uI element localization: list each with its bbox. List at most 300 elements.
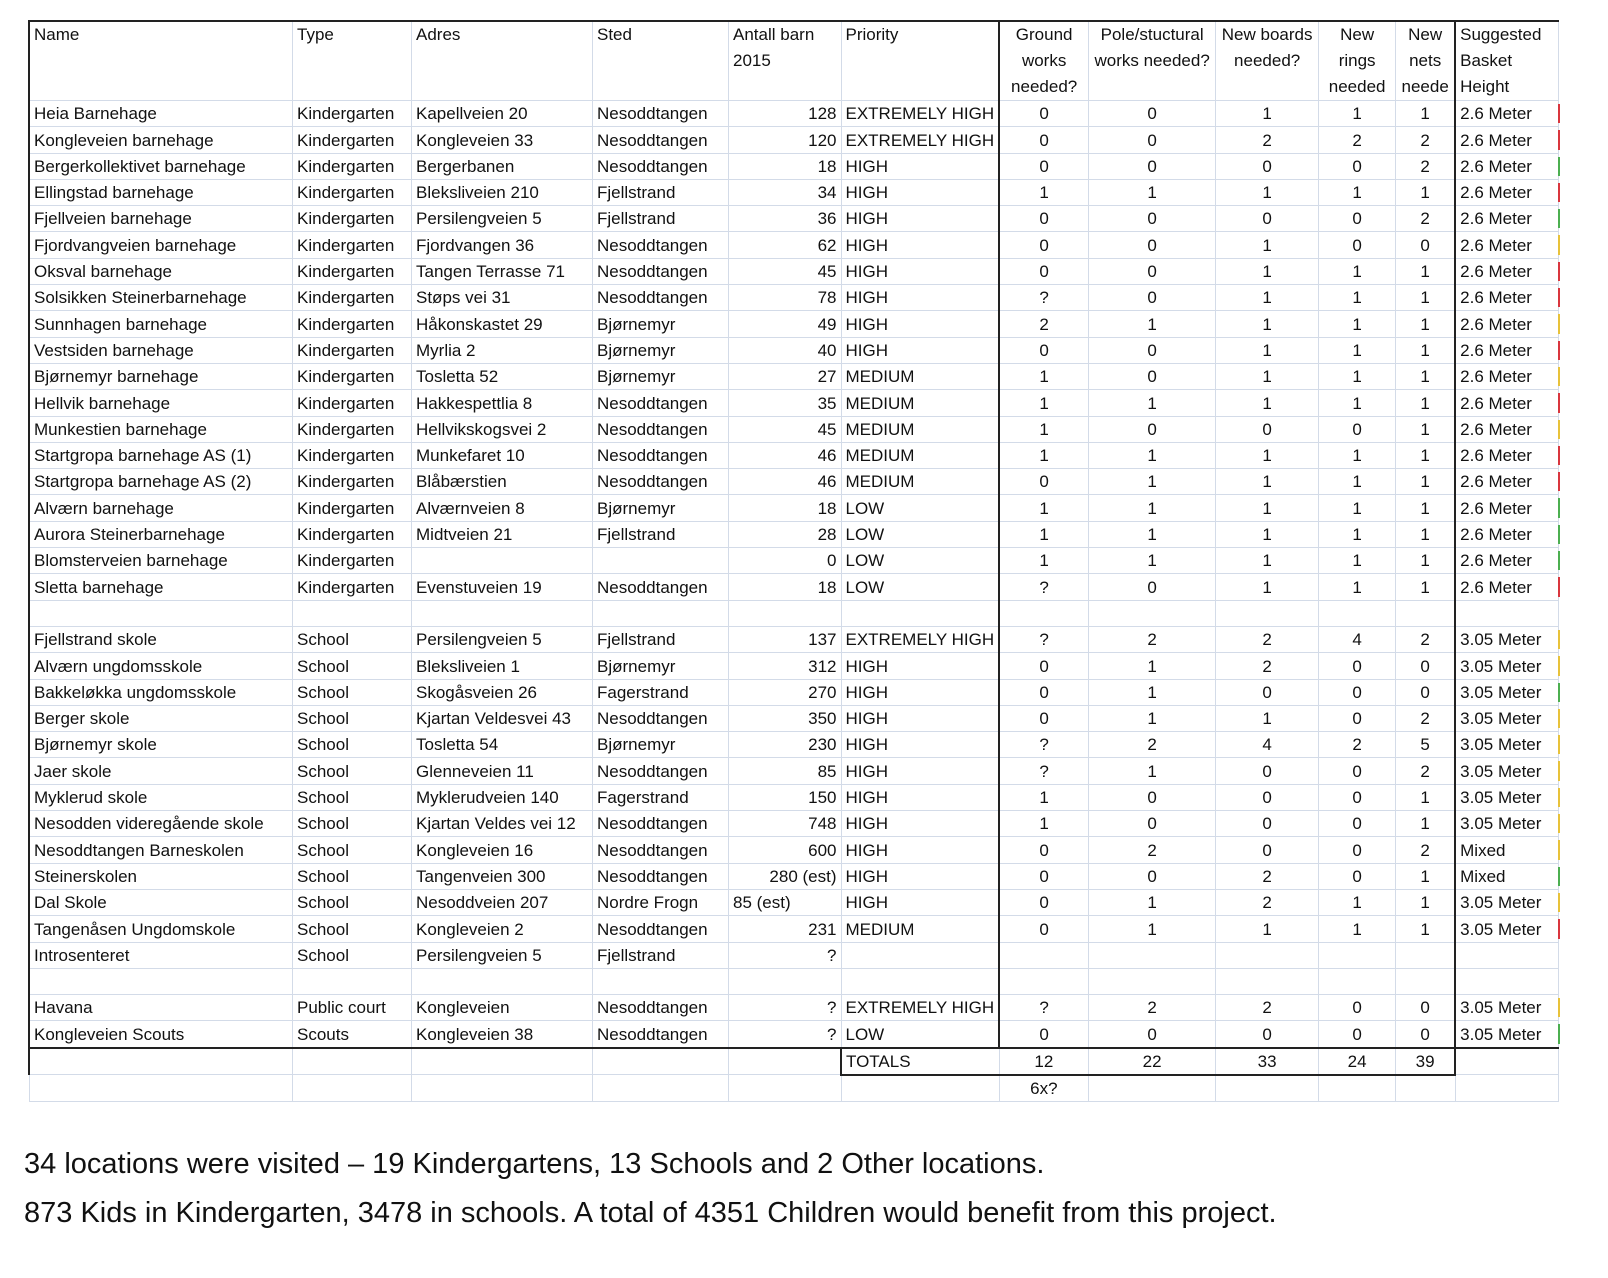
cell[interactable]: Dal Skole <box>29 889 293 915</box>
cell[interactable]: 0 <box>999 705 1089 731</box>
cell[interactable]: School <box>293 758 412 784</box>
cell[interactable]: Heia Barnehage <box>29 101 293 127</box>
cell[interactable]: 0 <box>1396 653 1456 679</box>
cell[interactable]: 1 <box>1089 495 1216 521</box>
cell[interactable]: 1 <box>1396 179 1456 205</box>
cell[interactable]: School <box>293 942 412 968</box>
cell[interactable]: 0 <box>1319 1021 1396 1048</box>
cell[interactable]: MEDIUM <box>841 390 999 416</box>
cell[interactable]: 270 <box>729 679 842 705</box>
cell[interactable]: Nesoddtangen <box>593 285 729 311</box>
cell[interactable]: Bergerbanen <box>412 153 593 179</box>
cell[interactable]: School <box>293 784 412 810</box>
cell[interactable]: HIGH <box>841 285 999 311</box>
cell[interactable]: 0 <box>1216 1021 1319 1048</box>
cell[interactable]: Fjordvangen 36 <box>412 232 593 258</box>
cell[interactable]: 35 <box>729 390 842 416</box>
cell[interactable]: 0 <box>1216 416 1319 442</box>
cell[interactable]: 3.05 Meter <box>1455 679 1559 705</box>
cell[interactable]: Persilengveien 5 <box>412 942 593 968</box>
cell[interactable]: Kindergarten <box>293 179 412 205</box>
cell[interactable]: Steinerskolen <box>29 863 293 889</box>
cell[interactable]: 0 <box>1319 837 1396 863</box>
cell[interactable]: 0 <box>1319 811 1396 837</box>
cell[interactable] <box>1089 600 1216 626</box>
cell[interactable]: 1 <box>1319 179 1396 205</box>
cell[interactable]: Kapellveien 20 <box>412 101 593 127</box>
cell[interactable]: LOW <box>841 521 999 547</box>
cell[interactable]: Alværn barnehage <box>29 495 293 521</box>
cell[interactable]: 2.6 Meter <box>1455 337 1559 363</box>
cell[interactable]: Kindergarten <box>293 521 412 547</box>
cell[interactable]: 2.6 Meter <box>1455 127 1559 153</box>
cell[interactable]: 85 <box>729 758 842 784</box>
cell[interactable]: 3.05 Meter <box>1455 811 1559 837</box>
cell[interactable]: HIGH <box>841 784 999 810</box>
cell[interactable] <box>29 1075 293 1102</box>
cell[interactable]: 2.6 Meter <box>1455 153 1559 179</box>
cell[interactable]: 1 <box>1216 337 1319 363</box>
cell[interactable]: 1 <box>1089 548 1216 574</box>
cell[interactable]: School <box>293 626 412 652</box>
cell[interactable]: 0 <box>1319 758 1396 784</box>
cell[interactable]: HIGH <box>841 153 999 179</box>
cell[interactable]: Persilengveien 5 <box>412 626 593 652</box>
cell[interactable] <box>1396 968 1456 994</box>
cell[interactable]: 1 <box>1216 521 1319 547</box>
cell[interactable]: Fjellstrand <box>593 626 729 652</box>
cell[interactable]: 0 <box>999 653 1089 679</box>
cell[interactable]: Kindergarten <box>293 442 412 468</box>
cell[interactable]: Kindergarten <box>293 548 412 574</box>
cell[interactable]: 1 <box>1396 285 1456 311</box>
cell[interactable]: 36 <box>729 206 842 232</box>
cell[interactable]: 1 <box>1216 705 1319 731</box>
cell[interactable]: 0 <box>1089 863 1216 889</box>
cell[interactable] <box>1396 1075 1456 1102</box>
cell[interactable]: 3.05 Meter <box>1455 758 1559 784</box>
cell[interactable]: 1 <box>1216 548 1319 574</box>
cell[interactable]: Solsikken Steinerbarnehage <box>29 285 293 311</box>
cell[interactable]: 0 <box>1089 127 1216 153</box>
cell[interactable]: Scouts <box>293 1021 412 1048</box>
cell[interactable]: HIGH <box>841 679 999 705</box>
cell[interactable]: 230 <box>729 732 842 758</box>
cell[interactable]: 40 <box>729 337 842 363</box>
cell[interactable]: 0 <box>1216 679 1319 705</box>
cell[interactable] <box>293 1048 412 1075</box>
cell[interactable]: 1 <box>999 390 1089 416</box>
cell[interactable]: Kindergarten <box>293 285 412 311</box>
totals-label[interactable]: TOTALS <box>841 1048 999 1075</box>
cell[interactable] <box>412 1075 593 1102</box>
cell[interactable]: 1 <box>1089 469 1216 495</box>
cell[interactable]: 2 <box>1396 705 1456 731</box>
cell[interactable]: School <box>293 705 412 731</box>
cell[interactable]: Nesoddtangen <box>593 574 729 600</box>
cell[interactable]: Jaer skole <box>29 758 293 784</box>
cell[interactable]: 2.6 Meter <box>1455 416 1559 442</box>
cell[interactable]: 2 <box>999 311 1089 337</box>
cell[interactable]: 1 <box>1396 811 1456 837</box>
cell[interactable]: 2 <box>1216 626 1319 652</box>
cell[interactable] <box>593 1075 729 1102</box>
cell[interactable]: 0 <box>1089 337 1216 363</box>
cell[interactable]: Nesoddtangen <box>593 705 729 731</box>
cell[interactable]: 0 <box>1319 416 1396 442</box>
cell[interactable]: 0 <box>1396 1021 1456 1048</box>
cell[interactable]: 0 <box>999 101 1089 127</box>
cell[interactable]: 49 <box>729 311 842 337</box>
cell[interactable]: 1 <box>1216 101 1319 127</box>
cell[interactable] <box>293 600 412 626</box>
cell[interactable] <box>29 600 293 626</box>
cell[interactable]: 1 <box>1396 311 1456 337</box>
cell[interactable]: Kongleveien Scouts <box>29 1021 293 1048</box>
cell[interactable]: Bjørnemyr <box>593 363 729 389</box>
cell[interactable]: 2.6 Meter <box>1455 390 1559 416</box>
cell[interactable] <box>1396 600 1456 626</box>
cell[interactable]: 0 <box>1089 416 1216 442</box>
cell[interactable]: Fjordvangveien barnehage <box>29 232 293 258</box>
cell[interactable] <box>999 942 1089 968</box>
cell[interactable]: 2 <box>1319 127 1396 153</box>
cell[interactable] <box>729 968 842 994</box>
cell[interactable] <box>1216 942 1319 968</box>
cell[interactable]: 1 <box>999 179 1089 205</box>
cell[interactable]: 0 <box>1089 232 1216 258</box>
cell[interactable]: 1 <box>1216 232 1319 258</box>
cell[interactable]: Kindergarten <box>293 101 412 127</box>
cell[interactable]: 1 <box>1089 679 1216 705</box>
cell[interactable]: 3.05 Meter <box>1455 653 1559 679</box>
cell[interactable]: ? <box>999 732 1089 758</box>
cell[interactable]: 0 <box>1089 153 1216 179</box>
cell[interactable]: ? <box>729 942 842 968</box>
cell[interactable]: Oksval barnehage <box>29 258 293 284</box>
cell[interactable]: Fjellstrand <box>593 521 729 547</box>
cell[interactable] <box>841 1075 999 1102</box>
cell[interactable]: 2 <box>1089 837 1216 863</box>
cell[interactable]: HIGH <box>841 811 999 837</box>
cell[interactable]: 1 <box>1396 442 1456 468</box>
cell[interactable]: 1 <box>999 521 1089 547</box>
total-value[interactable]: 24 <box>1319 1048 1396 1075</box>
cell[interactable]: 18 <box>729 495 842 521</box>
cell[interactable]: Mixed <box>1455 837 1559 863</box>
cell[interactable]: 0 <box>1319 863 1396 889</box>
cell[interactable]: 0 <box>999 127 1089 153</box>
cell[interactable]: LOW <box>841 574 999 600</box>
cell[interactable]: 137 <box>729 626 842 652</box>
cell[interactable]: 1 <box>999 495 1089 521</box>
cell[interactable] <box>1455 1075 1559 1102</box>
cell[interactable]: 1 <box>1089 653 1216 679</box>
cell[interactable]: 1 <box>999 363 1089 389</box>
cell[interactable]: 2 <box>1216 995 1319 1021</box>
cell[interactable]: 0 <box>999 1021 1089 1048</box>
cell[interactable]: Tangenåsen Ungdomskole <box>29 916 293 942</box>
cell[interactable]: 28 <box>729 521 842 547</box>
cell[interactable]: Nesoddtangen <box>593 469 729 495</box>
cell[interactable]: Nesoddtangen Barneskolen <box>29 837 293 863</box>
cell[interactable]: MEDIUM <box>841 916 999 942</box>
cell[interactable]: Hellvikskogsvei 2 <box>412 416 593 442</box>
cell[interactable]: 2 <box>1216 127 1319 153</box>
cell[interactable]: Kindergarten <box>293 469 412 495</box>
cell[interactable]: Tangenveien 300 <box>412 863 593 889</box>
cell[interactable]: HIGH <box>841 258 999 284</box>
cell[interactable]: 1 <box>999 442 1089 468</box>
cell[interactable] <box>1216 968 1319 994</box>
cell[interactable]: LOW <box>841 548 999 574</box>
cell[interactable]: 0 <box>1319 653 1396 679</box>
total-value[interactable]: 39 <box>1396 1048 1456 1075</box>
cell[interactable]: 0 <box>1216 153 1319 179</box>
cell[interactable]: 2.6 Meter <box>1455 285 1559 311</box>
cell[interactable]: Nesoddtangen <box>593 258 729 284</box>
cell[interactable]: 3.05 Meter <box>1455 916 1559 942</box>
cell[interactable]: Kindergarten <box>293 574 412 600</box>
column-header[interactable]: Priority <box>841 21 999 101</box>
cell[interactable]: 2 <box>1396 153 1456 179</box>
cell[interactable]: Kjartan Veldesvei 43 <box>412 705 593 731</box>
cell[interactable]: Fjellstrand <box>593 206 729 232</box>
cell[interactable]: 1 <box>1216 179 1319 205</box>
cell[interactable]: Støps vei 31 <box>412 285 593 311</box>
cell[interactable]: 1 <box>1319 442 1396 468</box>
cell[interactable] <box>1216 1075 1319 1102</box>
cell[interactable]: HIGH <box>841 179 999 205</box>
cell[interactable]: 0 <box>1319 784 1396 810</box>
cell[interactable] <box>293 1075 412 1102</box>
cell[interactable]: Bleksliveien 210 <box>412 179 593 205</box>
cell[interactable]: 0 <box>1216 758 1319 784</box>
cell[interactable]: 2 <box>1216 653 1319 679</box>
cell[interactable]: 1 <box>1089 705 1216 731</box>
column-header[interactable]: Antall barn 2015 <box>729 21 842 101</box>
cell[interactable]: Nesoddtangen <box>593 232 729 258</box>
cell[interactable]: Kindergarten <box>293 363 412 389</box>
cell[interactable]: School <box>293 889 412 915</box>
cell[interactable]: School <box>293 653 412 679</box>
column-header[interactable]: Ground works needed? <box>999 21 1089 101</box>
cell[interactable]: 1 <box>1319 285 1396 311</box>
cell[interactable]: Hellvik barnehage <box>29 390 293 416</box>
cell[interactable]: Havana <box>29 995 293 1021</box>
cell[interactable]: Tosletta 52 <box>412 363 593 389</box>
cell[interactable]: 0 <box>999 837 1089 863</box>
cell[interactable] <box>412 548 593 574</box>
cell[interactable]: 0 <box>999 153 1089 179</box>
cell[interactable]: 0 <box>999 258 1089 284</box>
cell[interactable]: 0 <box>1089 285 1216 311</box>
cell[interactable]: 1 <box>999 416 1089 442</box>
cell[interactable]: Fjellveien barnehage <box>29 206 293 232</box>
cell[interactable]: 600 <box>729 837 842 863</box>
cell[interactable]: 0 <box>1216 811 1319 837</box>
cell[interactable]: 231 <box>729 916 842 942</box>
cell[interactable]: HIGH <box>841 889 999 915</box>
cell[interactable]: 1 <box>1319 916 1396 942</box>
cell[interactable]: Fjellstrand <box>593 179 729 205</box>
cell[interactable]: Munkestien barnehage <box>29 416 293 442</box>
cell[interactable]: HIGH <box>841 705 999 731</box>
total-value[interactable]: 33 <box>1216 1048 1319 1075</box>
cell[interactable]: Kindergarten <box>293 337 412 363</box>
cell[interactable]: HIGH <box>841 232 999 258</box>
cell[interactable]: Evenstuveien 19 <box>412 574 593 600</box>
column-header[interactable]: Sted <box>593 21 729 101</box>
cell[interactable]: School <box>293 837 412 863</box>
cell[interactable]: 1 <box>1396 416 1456 442</box>
cell[interactable]: 1 <box>1319 101 1396 127</box>
cell[interactable]: Midtveien 21 <box>412 521 593 547</box>
cell[interactable]: MEDIUM <box>841 469 999 495</box>
cell[interactable]: Håkonskastet 29 <box>412 311 593 337</box>
cell[interactable]: MEDIUM <box>841 442 999 468</box>
cell[interactable]: 78 <box>729 285 842 311</box>
cell[interactable]: ? <box>999 626 1089 652</box>
cell[interactable]: MEDIUM <box>841 416 999 442</box>
cell[interactable]: 0 <box>1396 679 1456 705</box>
total-value[interactable]: 12 <box>999 1048 1089 1075</box>
column-header[interactable]: Suggested Basket Height <box>1455 21 1559 101</box>
cell[interactable]: EXTREMELY HIGH <box>841 995 999 1021</box>
cell[interactable]: Bergerkollektivet barnehage <box>29 153 293 179</box>
cell[interactable]: 0 <box>999 469 1089 495</box>
cell[interactable]: Nesodden videregående skole <box>29 811 293 837</box>
column-header[interactable]: New rings needed <box>1319 21 1396 101</box>
cell[interactable]: 1 <box>1396 469 1456 495</box>
cell[interactable]: 150 <box>729 784 842 810</box>
cell[interactable]: Nesoddtangen <box>593 416 729 442</box>
cell[interactable] <box>293 968 412 994</box>
cell[interactable]: 0 <box>1216 837 1319 863</box>
cell[interactable]: 2 <box>1089 626 1216 652</box>
cell[interactable]: HIGH <box>841 863 999 889</box>
cell[interactable]: HIGH <box>841 758 999 784</box>
cell[interactable]: 2.6 Meter <box>1455 311 1559 337</box>
cell[interactable]: Bjørnemyr <box>593 732 729 758</box>
cell[interactable]: Sletta barnehage <box>29 574 293 600</box>
cell[interactable]: 0 <box>1089 101 1216 127</box>
cell[interactable]: ? <box>999 285 1089 311</box>
cell[interactable]: Glenneveien 11 <box>412 758 593 784</box>
cell[interactable]: 0 <box>1216 206 1319 232</box>
cell[interactable]: Mixed <box>1455 863 1559 889</box>
cell[interactable]: Myrlia 2 <box>412 337 593 363</box>
cell[interactable]: Nesoddtangen <box>593 101 729 127</box>
cell[interactable]: 1 <box>1396 363 1456 389</box>
cell[interactable] <box>729 600 842 626</box>
cell[interactable] <box>729 1075 842 1102</box>
cell[interactable]: 3.05 Meter <box>1455 626 1559 652</box>
cell[interactable] <box>593 1048 729 1075</box>
cell[interactable]: Kindergarten <box>293 232 412 258</box>
cell[interactable]: Nordre Frogn <box>593 889 729 915</box>
cell[interactable] <box>1455 600 1559 626</box>
cell[interactable]: Kjartan Veldes vei 12 <box>412 811 593 837</box>
cell[interactable]: 27 <box>729 363 842 389</box>
cell[interactable]: 1 <box>1319 574 1396 600</box>
cell[interactable]: Kindergarten <box>293 311 412 337</box>
cell[interactable]: 2.6 Meter <box>1455 363 1559 389</box>
cell[interactable] <box>593 968 729 994</box>
cell[interactable]: 0 <box>1319 206 1396 232</box>
cell[interactable]: 0 <box>999 337 1089 363</box>
total-value[interactable]: 22 <box>1089 1048 1216 1075</box>
cell[interactable]: HIGH <box>841 732 999 758</box>
cell[interactable]: Persilengveien 5 <box>412 206 593 232</box>
cell[interactable]: Startgropa barnehage AS (1) <box>29 442 293 468</box>
cell[interactable]: Munkefaret 10 <box>412 442 593 468</box>
cell[interactable]: 1 <box>1319 521 1396 547</box>
cell[interactable]: HIGH <box>841 837 999 863</box>
cell[interactable]: 1 <box>1319 258 1396 284</box>
cell[interactable]: 0 <box>999 679 1089 705</box>
cell[interactable]: 1 <box>1319 337 1396 363</box>
cell[interactable]: 1 <box>1089 179 1216 205</box>
cell[interactable]: 1 <box>1216 574 1319 600</box>
cell[interactable]: 120 <box>729 127 842 153</box>
cell[interactable]: 0 <box>1396 232 1456 258</box>
cell[interactable]: Kindergarten <box>293 495 412 521</box>
cell[interactable]: 1 <box>1319 548 1396 574</box>
cell[interactable]: Fagerstrand <box>593 679 729 705</box>
cell[interactable] <box>412 600 593 626</box>
cell[interactable]: 350 <box>729 705 842 731</box>
cell[interactable]: 2.6 Meter <box>1455 232 1559 258</box>
column-header[interactable]: New boards needed? <box>1216 21 1319 101</box>
cell[interactable]: 280 (est) <box>729 863 842 889</box>
cell[interactable]: 2 <box>1216 863 1319 889</box>
cell[interactable]: Bjørnemyr skole <box>29 732 293 758</box>
cell[interactable]: 1 <box>1089 521 1216 547</box>
cell[interactable]: Nesoddtangen <box>593 758 729 784</box>
cell[interactable]: Myklerud skole <box>29 784 293 810</box>
cell[interactable]: 0 <box>1319 679 1396 705</box>
cell[interactable]: 748 <box>729 811 842 837</box>
cell[interactable]: School <box>293 811 412 837</box>
cell[interactable]: 4 <box>1319 626 1396 652</box>
cell[interactable]: Bjørnemyr <box>593 653 729 679</box>
cell[interactable]: 2.6 Meter <box>1455 548 1559 574</box>
cell[interactable]: Bjørnemyr barnehage <box>29 363 293 389</box>
cell[interactable]: 0 <box>1319 232 1396 258</box>
cell[interactable]: 0 <box>1089 258 1216 284</box>
cell[interactable]: Vestsiden barnehage <box>29 337 293 363</box>
cell[interactable]: 2 <box>1396 837 1456 863</box>
cell[interactable]: 0 <box>1089 784 1216 810</box>
cell[interactable] <box>1455 1048 1559 1075</box>
cell[interactable]: 18 <box>729 574 842 600</box>
cell[interactable]: Tangen Terrasse 71 <box>412 258 593 284</box>
cell[interactable]: 85 (est) <box>729 889 842 915</box>
cell[interactable]: 4 <box>1216 732 1319 758</box>
cell[interactable]: Nesoddtangen <box>593 442 729 468</box>
cell[interactable]: Kongleveien 2 <box>412 916 593 942</box>
cell[interactable]: 0 <box>999 889 1089 915</box>
cell[interactable]: 1 <box>1319 390 1396 416</box>
cell[interactable]: MEDIUM <box>841 363 999 389</box>
cell[interactable]: Bakkeløkka ungdomsskole <box>29 679 293 705</box>
cell[interactable]: 1 <box>1396 495 1456 521</box>
cell[interactable]: 0 <box>1319 705 1396 731</box>
unknown-count-note[interactable]: 6x? <box>999 1075 1089 1102</box>
cell[interactable]: 0 <box>1089 206 1216 232</box>
cell[interactable]: Kongleveien 16 <box>412 837 593 863</box>
